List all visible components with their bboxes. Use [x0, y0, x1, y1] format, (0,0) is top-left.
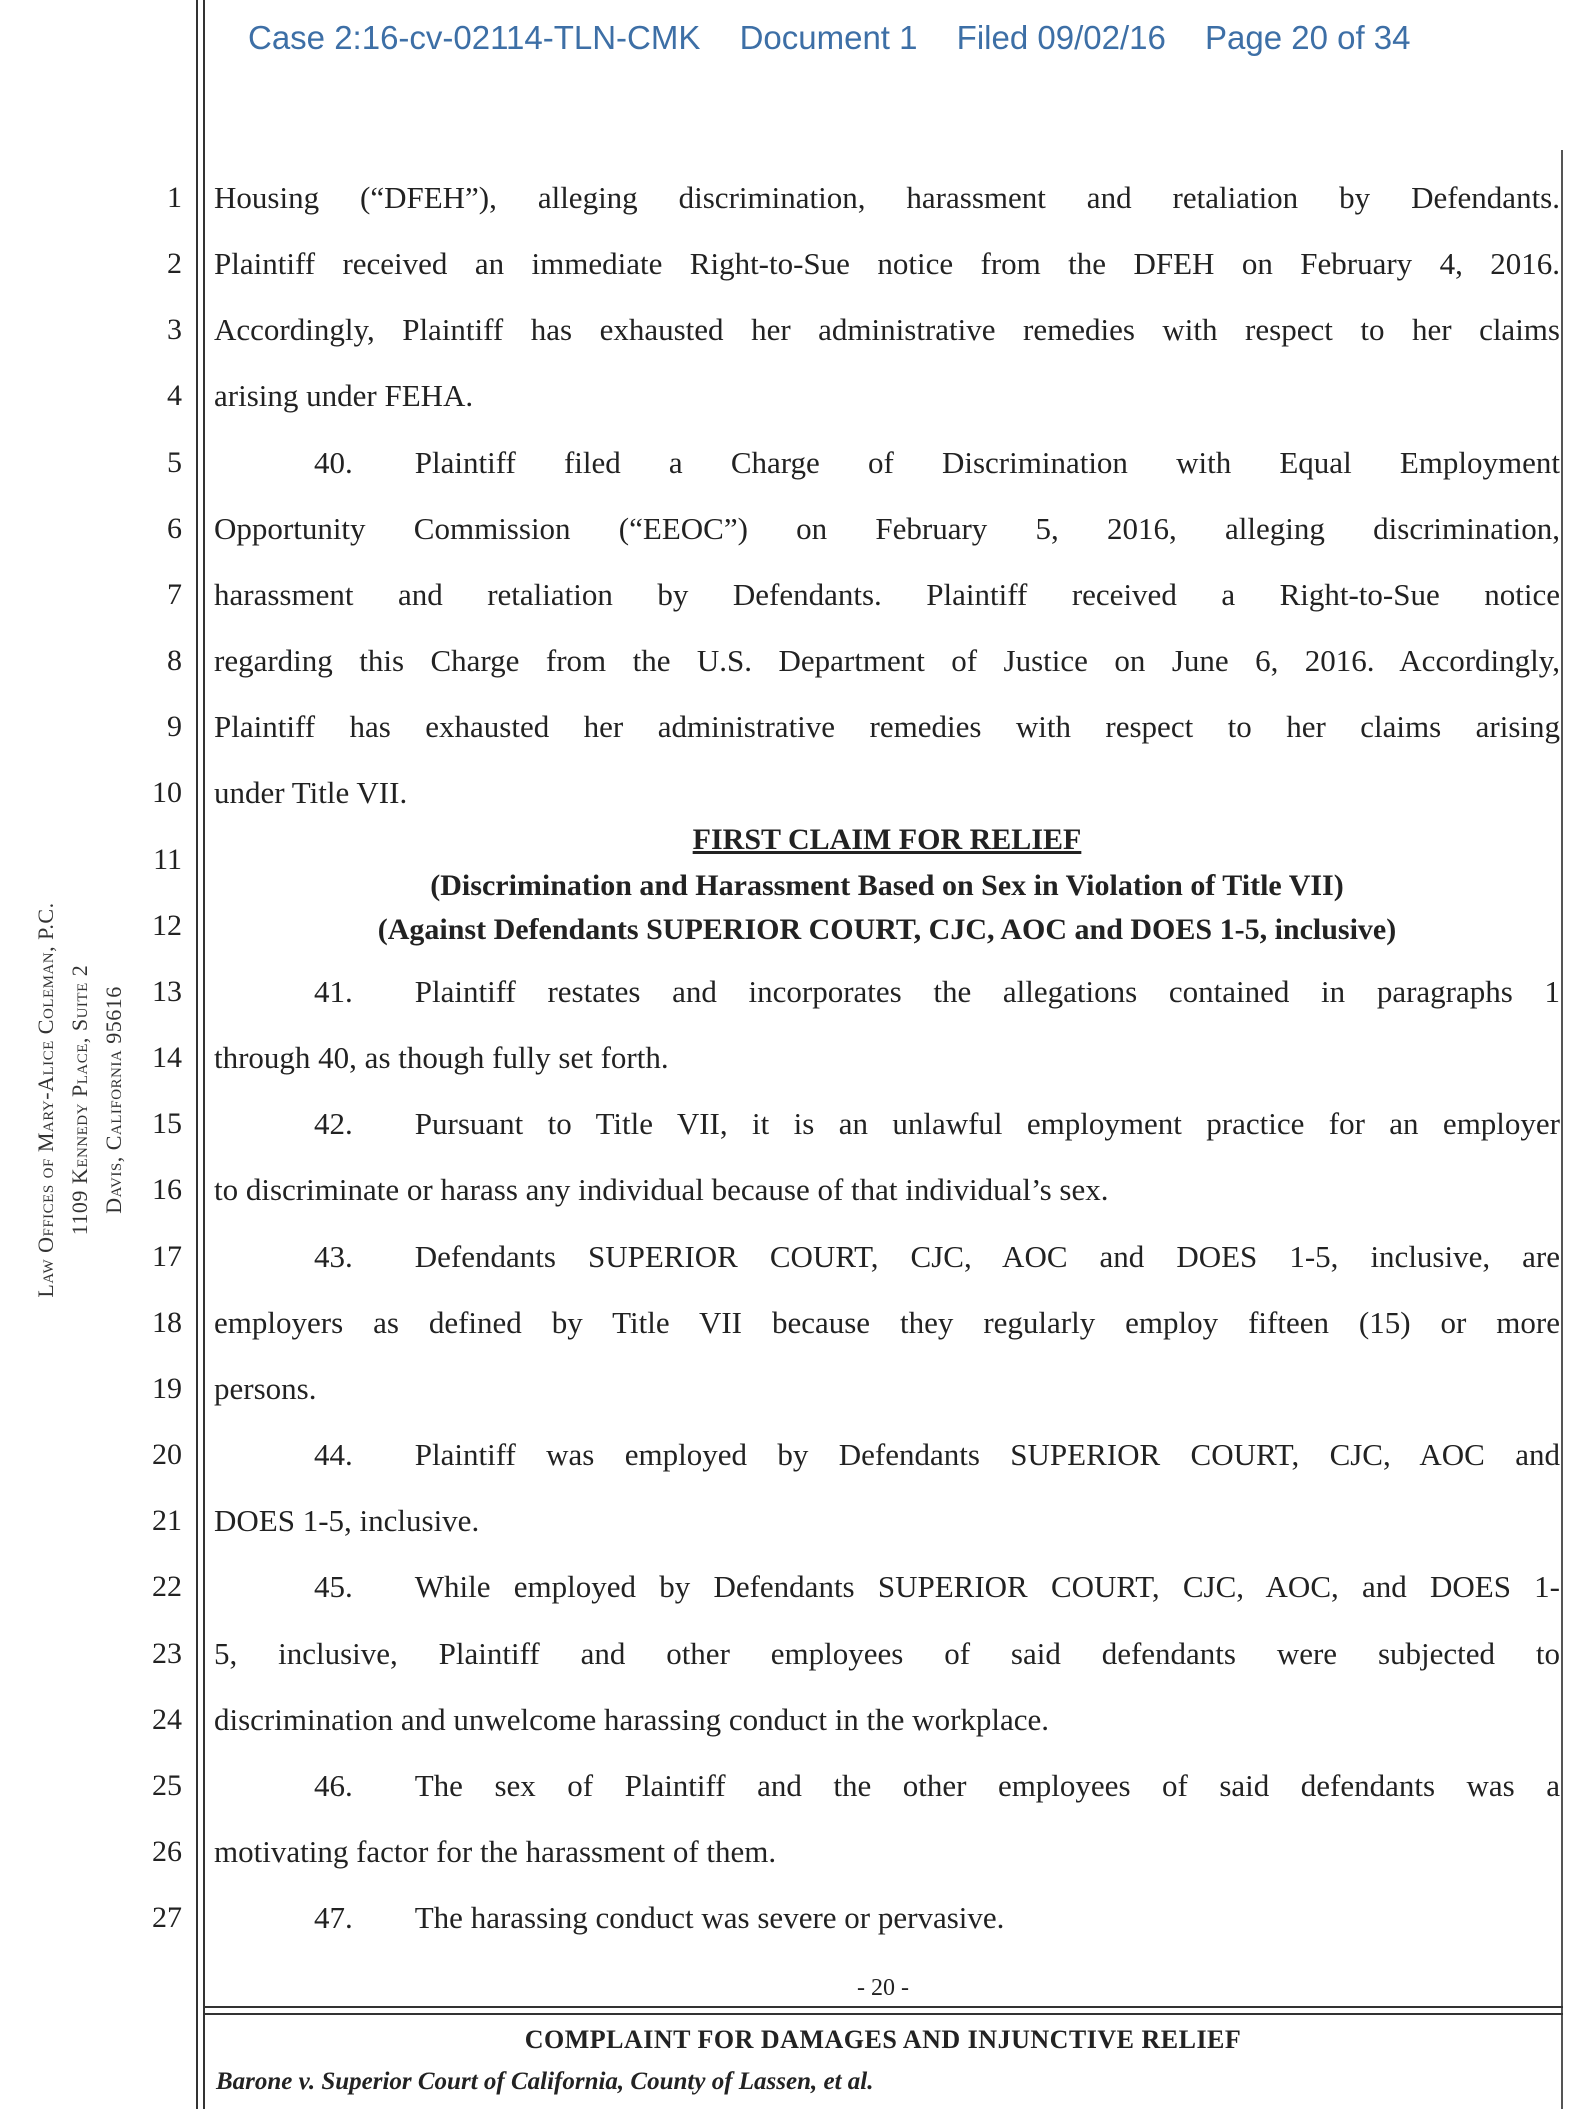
- filed-date: Filed 09/02/16: [956, 19, 1166, 56]
- body-line: Plaintiff has exhausted her administrative remedies with respect to her claims arising: [214, 709, 1560, 744]
- body-line: Opportunity Commission (“EEOC”) on February 5, 2016, alleging discrimination,: [214, 511, 1560, 546]
- line-number: 10: [152, 776, 182, 809]
- line-number: 6: [167, 512, 182, 545]
- line-number: 19: [152, 1372, 182, 1405]
- body-line: Plaintiff received an immediate Right-to-Sue notice from the DFEH on February 4, 2016.: [214, 246, 1560, 281]
- line-number: 17: [152, 1240, 182, 1273]
- body-line: harassment and retaliation by Defendants. Plaintiff received a Right-to-Sue notice: [214, 577, 1560, 612]
- claim-heading: FIRST CLAIM FOR RELIEF: [692, 823, 1082, 856]
- line-number: 20: [152, 1438, 182, 1471]
- body-line: 45. While employed by Defendants SUPERIOR COURT, CJC, AOC, and DOES 1-: [314, 1569, 1560, 1604]
- footer-rule: [203, 2006, 1563, 2008]
- line-number: 26: [152, 1835, 182, 1868]
- line-number: 24: [152, 1703, 182, 1736]
- body-line: 5, inclusive, Plaintiff and other employees of said defendants were subjected to: [214, 1636, 1560, 1671]
- line-number: 1: [167, 181, 182, 214]
- body-line: Housing (“DFEH”), alleging discrimination, harassment and retaliation by Defendants.: [214, 180, 1560, 215]
- line-number: 14: [152, 1041, 182, 1074]
- body-line: DOES 1-5, inclusive.: [214, 1503, 480, 1538]
- line-number: 22: [152, 1570, 182, 1603]
- body-line: through 40, as though fully set forth.: [214, 1040, 669, 1075]
- line-number: 27: [152, 1901, 182, 1934]
- document-title: COMPLAINT FOR DAMAGES AND INJUNCTIVE RELIEF: [524, 2025, 1242, 2054]
- body-line: motivating factor for the harassment of them.: [214, 1834, 777, 1869]
- line-number: 25: [152, 1769, 182, 1802]
- line-number: 4: [167, 379, 182, 412]
- line-number: 3: [167, 313, 182, 346]
- footer-rule-lower: [203, 2013, 1563, 2015]
- body-line: 46. The sex of Plaintiff and the other employees of said defendants was a: [314, 1768, 1560, 1803]
- body-line: persons.: [214, 1371, 317, 1406]
- line-number: 11: [153, 843, 182, 876]
- body-line: 47. The harassing conduct was severe or pervasive.: [314, 1900, 1005, 1935]
- line-number: 8: [167, 644, 182, 677]
- line-number: 5: [167, 446, 182, 479]
- body-line: 44. Plaintiff was employed by Defendants SUPERIOR COURT, CJC, AOC and: [314, 1437, 1560, 1472]
- body-line: 42. Pursuant to Title VII, it is an unlawful employment practice for an employer: [314, 1106, 1560, 1141]
- line-number: 23: [152, 1637, 182, 1670]
- line-number: 9: [167, 710, 182, 743]
- filing-header: [248, 14, 1441, 62]
- body-line: under Title VII.: [214, 775, 408, 810]
- line-number: 21: [152, 1504, 182, 1537]
- body-line: arising under FEHA.: [214, 378, 474, 413]
- firm-street: 1109 Kennedy Place, Suite 2: [67, 964, 92, 1236]
- claim-defendants: (Against Defendants SUPERIOR COURT, CJC, AOC and DOES 1-5, inclusive): [377, 913, 1397, 946]
- body-line: regarding this Charge from the U.S. Department of Justice on June 6, 2016. Accordingly,: [214, 643, 1560, 678]
- line-number: 16: [152, 1173, 182, 1206]
- body-line: 43. Defendants SUPERIOR COURT, CJC, AOC and DOES 1-5, inclusive, are: [314, 1239, 1560, 1274]
- left-margin-rule: [196, 0, 198, 2109]
- page-indicator: Page 20 of 34: [1205, 19, 1411, 56]
- body-line: employers as defined by Title VII because they regularly employ fifteen (15) or more: [214, 1305, 1560, 1340]
- line-number: 12: [152, 909, 182, 942]
- firm-city: Davis, California 95616: [101, 986, 126, 1214]
- line-number: 2: [167, 247, 182, 280]
- body-line: 40. Plaintiff filed a Charge of Discrimination with Equal Employment: [314, 445, 1560, 480]
- line-number: 15: [152, 1107, 182, 1140]
- case-caption: Barone v. Superior Court of California, County of Lassen, et al.: [216, 2068, 874, 2095]
- right-margin-rule: [1561, 150, 1563, 2109]
- body-line: discrimination and unwelcome harassing conduct in the workplace.: [214, 1702, 1050, 1737]
- body-line: to discriminate or harass any individual because of that individual’s sex.: [214, 1172, 1109, 1207]
- case-number: Case 2:16-cv-02114-TLN-CMK: [248, 19, 701, 56]
- body-line: Accordingly, Plaintiff has exhausted her administrative remedies with respect to her claims: [214, 312, 1560, 347]
- firm-name: Law Offices of Mary-Alice Coleman, P.C.: [33, 902, 58, 1298]
- claim-subheading: (Discrimination and Harassment Based on Sex in Violation of Title VII): [430, 869, 1344, 902]
- line-number: 13: [152, 975, 182, 1008]
- page-number: - 20 -: [857, 1975, 909, 2001]
- body-line: 41. Plaintiff restates and incorporates the allegations contained in paragraphs 1: [314, 974, 1560, 1009]
- line-number: 7: [167, 578, 182, 611]
- left-margin-rule-inner: [203, 0, 205, 2109]
- document-number: Document 1: [739, 19, 918, 56]
- line-number: 18: [152, 1306, 182, 1339]
